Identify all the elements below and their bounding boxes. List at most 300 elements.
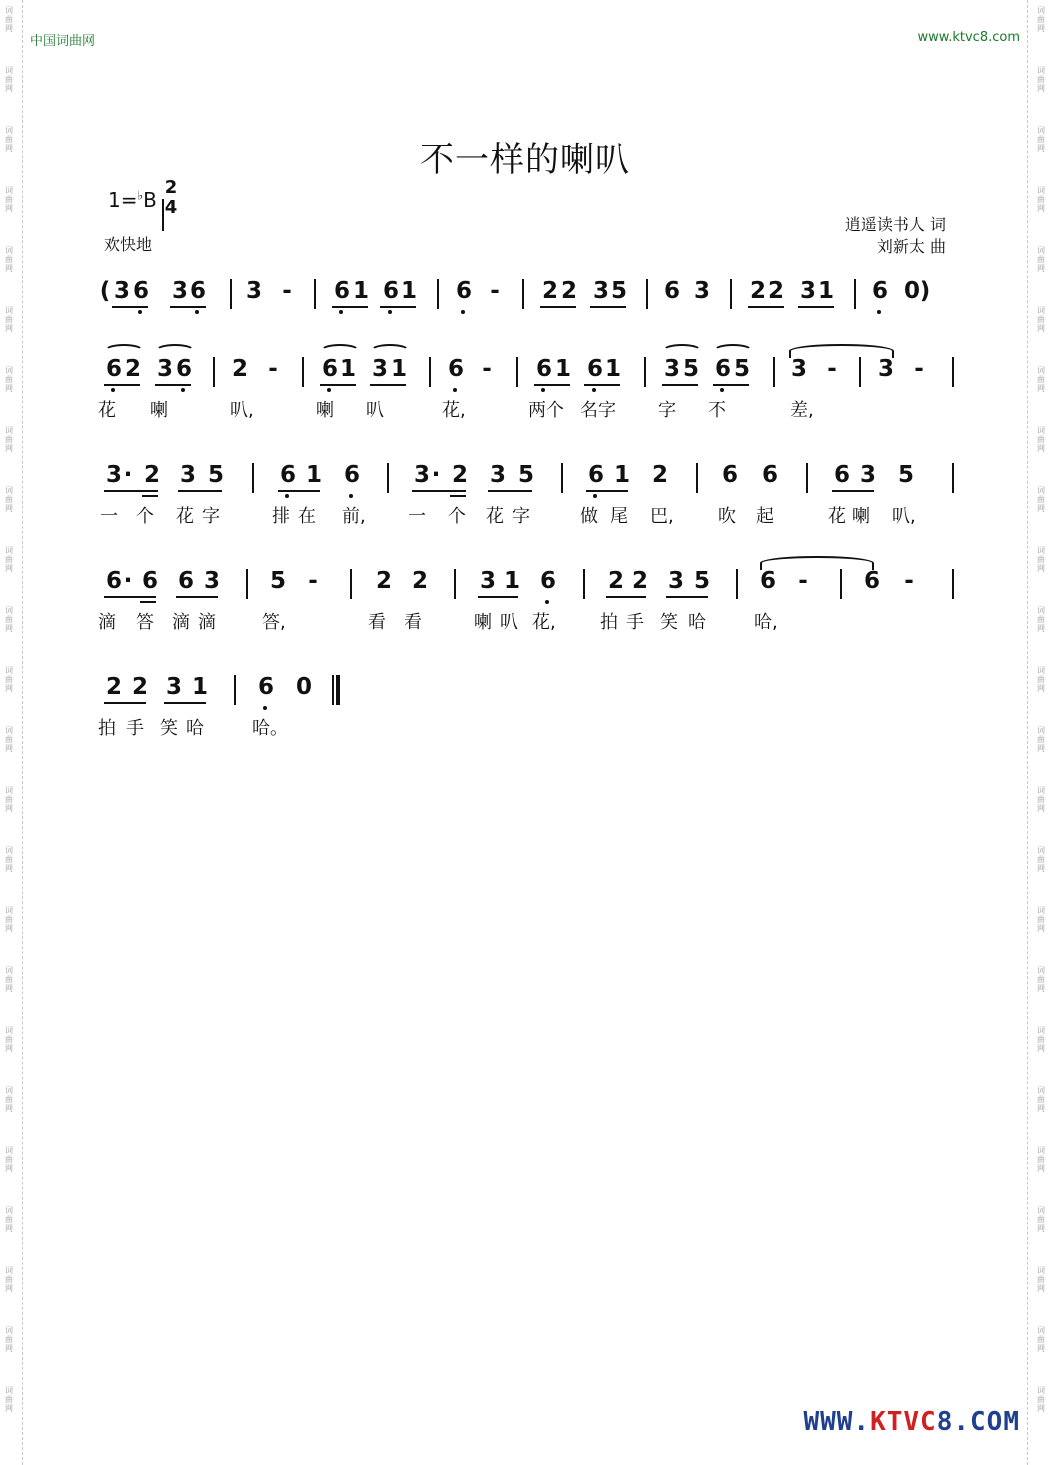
note: 3	[860, 462, 877, 488]
note: 3	[668, 568, 685, 594]
low-octave-dot	[545, 600, 549, 604]
note: 3	[593, 278, 610, 304]
beam	[586, 490, 628, 492]
note: 3	[372, 356, 389, 382]
rail-watermark: 词 曲 网	[5, 546, 13, 573]
barline	[387, 463, 389, 493]
lyric: 差,	[790, 400, 814, 421]
note: 1	[391, 356, 408, 382]
dash: -	[798, 568, 808, 594]
note: 6	[587, 356, 604, 382]
rail-watermark: 词 曲 网	[5, 186, 13, 213]
lyric: 花	[828, 506, 846, 527]
beam	[584, 384, 620, 386]
note: 6	[872, 278, 889, 304]
rail-watermark: 词 曲 网	[5, 366, 13, 393]
right-margin-rail	[1027, 0, 1050, 1465]
low-octave-dot	[195, 310, 199, 314]
beam	[606, 596, 646, 598]
barline	[730, 279, 732, 309]
lyric: 花,	[532, 612, 556, 633]
rail-watermark: 词 曲 网	[1037, 1386, 1045, 1413]
rail-watermark: 词 曲 网	[5, 6, 13, 33]
site-url[interactable]: www.ktvc8.com	[917, 30, 1020, 45]
lyric: 哈。	[252, 718, 288, 739]
rail-watermark: 词 曲 网	[5, 306, 13, 333]
barline	[773, 357, 775, 387]
rail-watermark: 词 曲 网	[1037, 1206, 1045, 1233]
lyric: 叭	[500, 612, 518, 633]
rail-watermark: 词 曲 网	[5, 1206, 13, 1233]
note: 6	[280, 462, 297, 488]
flat-sign: ♭	[137, 188, 144, 203]
beam	[666, 596, 708, 598]
lyric: 起	[756, 506, 774, 527]
rail-watermark: 词 曲 网	[5, 1086, 13, 1113]
lyric: 一	[408, 506, 426, 527]
note: 6	[536, 356, 553, 382]
beam	[164, 702, 206, 704]
note: 1	[192, 674, 209, 700]
note: 1	[306, 462, 323, 488]
barline	[840, 569, 842, 599]
rail-watermark: 词 曲 网	[1037, 606, 1045, 633]
rail-watermark: 词 曲 网	[1037, 366, 1045, 393]
rail-watermark: 词 曲 网	[5, 1266, 13, 1293]
beam	[798, 306, 834, 308]
beam	[540, 306, 576, 308]
note: 3	[480, 568, 497, 594]
tie	[789, 344, 894, 358]
rail-watermark: 词 曲 网	[5, 1386, 13, 1413]
note: 6	[258, 674, 275, 700]
note: 6	[190, 278, 207, 304]
low-octave-dot	[327, 388, 331, 392]
lyric: 吹	[718, 506, 736, 527]
lyric: 尾	[610, 506, 628, 527]
note: 3	[791, 356, 808, 382]
note: 1	[818, 278, 835, 304]
low-octave-dot	[111, 388, 115, 392]
note: 6	[176, 356, 193, 382]
lyric: 拍	[98, 718, 116, 739]
note: 1	[401, 278, 418, 304]
beam	[478, 596, 518, 598]
rail-watermark: 词 曲 网	[1037, 906, 1045, 933]
barline	[522, 279, 524, 309]
note: 6	[722, 462, 739, 488]
note: 3	[694, 278, 711, 304]
lyric: 字	[202, 506, 220, 527]
note: 2	[144, 462, 161, 488]
note: 5	[611, 278, 628, 304]
lyricist-credit: 逍遥读书人 词	[844, 215, 946, 234]
beam	[104, 490, 158, 492]
low-octave-dot	[541, 388, 545, 392]
lyric: 在	[298, 506, 316, 527]
footer-logo-domain: 8.COM	[936, 1407, 1020, 1437]
song-title: 不一样的喇叭	[420, 140, 630, 180]
lyric: 两个	[528, 400, 564, 421]
barline	[437, 279, 439, 309]
time-signature	[162, 178, 180, 218]
note: 5	[694, 568, 711, 594]
lyric: 滴	[98, 612, 116, 633]
tie	[760, 556, 874, 570]
note: 2	[132, 674, 149, 700]
rail-watermark: 词 曲 网	[1037, 966, 1045, 993]
note: 3	[204, 568, 221, 594]
rail-watermark: 词 曲 网	[5, 126, 13, 153]
lyric: 排	[272, 506, 290, 527]
beam	[170, 306, 206, 308]
rail-watermark: 词 曲 网	[5, 966, 13, 993]
lyric: 哈	[186, 718, 204, 739]
note: 3	[800, 278, 817, 304]
slur	[713, 344, 753, 358]
note: 3	[172, 278, 189, 304]
note: 2	[232, 356, 249, 382]
beam	[832, 490, 874, 492]
barline	[252, 463, 254, 493]
lyric: 手	[126, 718, 144, 739]
note: 2	[632, 568, 649, 594]
lyric: 手	[626, 612, 644, 633]
lyric: 喇	[316, 400, 334, 421]
augmentation-dot: ·	[431, 462, 441, 488]
note: 6	[344, 462, 361, 488]
beam	[332, 306, 368, 308]
note: 1	[353, 278, 370, 304]
lyric: 拍	[600, 612, 618, 633]
lyric: 花	[486, 506, 504, 527]
beam	[112, 306, 148, 308]
beam	[412, 490, 466, 492]
beam	[104, 596, 156, 598]
rail-watermark: 词 曲 网	[5, 846, 13, 873]
slur	[320, 344, 360, 358]
low-octave-dot	[181, 388, 185, 392]
rail-watermark: 词 曲 网	[5, 1326, 13, 1353]
note: 1	[555, 356, 572, 382]
lyric: 做	[580, 506, 598, 527]
dash: -	[282, 278, 292, 304]
note: 3	[114, 278, 131, 304]
rail-watermark: 词 曲 网	[1037, 1026, 1045, 1053]
slur	[104, 344, 144, 358]
rail-watermark: 词 曲 网	[1037, 486, 1045, 513]
low-octave-dot	[461, 310, 465, 314]
note: 5	[270, 568, 287, 594]
dash: -	[482, 356, 492, 382]
beam	[178, 490, 222, 492]
note: 2	[452, 462, 469, 488]
rail-watermark: 词 曲 网	[5, 66, 13, 93]
slur	[370, 344, 410, 358]
barline	[350, 569, 352, 599]
dash: -	[308, 568, 318, 594]
augmentation-dot: ·	[123, 568, 133, 594]
note: 1	[605, 356, 622, 382]
barline	[736, 569, 738, 599]
barline	[644, 357, 646, 387]
note: 2	[652, 462, 669, 488]
beam	[278, 490, 320, 492]
rail-watermark: 词 曲 网	[1037, 246, 1045, 273]
lyric: 喇	[474, 612, 492, 633]
barline	[696, 463, 698, 493]
lyric: 看	[368, 612, 386, 633]
barline	[583, 569, 585, 599]
note: 3	[414, 462, 431, 488]
barline	[859, 357, 861, 387]
lyric: 巴,	[650, 506, 674, 527]
rail-watermark: 词 曲 网	[1037, 186, 1045, 213]
note: 5	[208, 462, 225, 488]
rail-watermark: 词 曲 网	[5, 666, 13, 693]
lyric: 花	[176, 506, 194, 527]
low-octave-dot	[453, 388, 457, 392]
lyric: 看	[404, 612, 422, 633]
note: 6	[864, 568, 881, 594]
lyric: 笑	[160, 718, 178, 739]
rail-watermark: 词 曲 网	[5, 246, 13, 273]
lyric: 哈,	[754, 612, 778, 633]
rail-watermark: 词 曲 网	[1037, 306, 1045, 333]
rail-watermark: 词 曲 网	[1037, 786, 1045, 813]
beam-double	[450, 495, 466, 497]
note: 1	[614, 462, 631, 488]
barline	[234, 675, 236, 705]
note: 6	[106, 568, 123, 594]
note: 0	[904, 278, 921, 304]
barline	[854, 279, 856, 309]
lyric: 笑	[660, 612, 678, 633]
rail-watermark: 词 曲 网	[1037, 1326, 1045, 1353]
beam	[590, 306, 626, 308]
barline	[952, 357, 954, 387]
dash: -	[904, 568, 914, 594]
meter-top: 2	[164, 177, 178, 198]
beam	[370, 384, 406, 386]
key-signature	[108, 188, 157, 212]
lyric: 名字	[580, 400, 616, 421]
dash: -	[268, 356, 278, 382]
barline	[952, 569, 954, 599]
lyric: 花	[98, 400, 116, 421]
note: 6	[448, 356, 465, 382]
note: 5	[683, 356, 700, 382]
beam-double	[142, 495, 158, 497]
lyric: 叭	[366, 400, 384, 421]
key-prefix: 1=	[108, 188, 138, 212]
rail-watermark: 词 曲 网	[1037, 66, 1045, 93]
dash: -	[827, 356, 837, 382]
note: 6	[142, 568, 159, 594]
barline	[213, 357, 215, 387]
note: 5	[518, 462, 535, 488]
note: 3	[166, 674, 183, 700]
low-octave-dot	[388, 310, 392, 314]
rail-watermark: 词 曲 网	[1037, 666, 1045, 693]
note: 6	[760, 568, 777, 594]
note: 6	[715, 356, 732, 382]
lyric: 个	[448, 506, 466, 527]
rail-watermark: 词 曲 网	[1037, 726, 1045, 753]
meter-bottom: 4	[164, 197, 178, 218]
beam	[104, 702, 146, 704]
low-octave-dot	[138, 310, 142, 314]
beam	[713, 384, 749, 386]
low-octave-dot	[877, 310, 881, 314]
rail-watermark: 词 曲 网	[1037, 6, 1045, 33]
low-octave-dot	[285, 494, 289, 498]
augmentation-dot: ·	[123, 462, 133, 488]
lyric: 哈	[688, 612, 706, 633]
footer-logo-www: WWW.	[803, 1407, 871, 1437]
rail-watermark: 词 曲 网	[5, 486, 13, 513]
barline	[806, 463, 808, 493]
note: 6	[322, 356, 339, 382]
note: 6	[334, 278, 351, 304]
note: 3	[180, 462, 197, 488]
rail-watermark: 词 曲 网	[5, 786, 13, 813]
rail-watermark: 词 曲 网	[5, 606, 13, 633]
lyric: 字	[512, 506, 530, 527]
note: 1	[504, 568, 521, 594]
note: 6	[133, 278, 150, 304]
low-octave-dot	[349, 494, 353, 498]
beam	[662, 384, 698, 386]
lyric: 一	[100, 506, 118, 527]
note: 1	[340, 356, 357, 382]
rail-watermark: 词 曲 网	[5, 726, 13, 753]
note: 2	[561, 278, 578, 304]
rail-watermark: 词 曲 网	[1037, 126, 1045, 153]
beam-double	[140, 601, 156, 603]
bracket: (	[99, 278, 111, 304]
note: 6	[762, 462, 779, 488]
note: 2	[750, 278, 767, 304]
key-note: B	[143, 188, 157, 212]
barline	[302, 357, 304, 387]
barline	[230, 279, 232, 309]
low-octave-dot	[720, 388, 724, 392]
lyric: 喇	[150, 400, 168, 421]
beam	[380, 306, 416, 308]
footer-logo[interactable]	[803, 1407, 1020, 1437]
note: 6	[106, 356, 123, 382]
low-octave-dot	[263, 706, 267, 710]
barline	[561, 463, 563, 493]
note: 3	[246, 278, 263, 304]
lyric: 个	[136, 506, 154, 527]
meter-divider	[162, 199, 164, 231]
lyric: 喇	[852, 506, 870, 527]
barline	[516, 357, 518, 387]
beam	[488, 490, 532, 492]
beam	[748, 306, 784, 308]
note: 6	[456, 278, 473, 304]
barline	[454, 569, 456, 599]
note: 2	[542, 278, 559, 304]
note: 6	[540, 568, 557, 594]
note: 6	[834, 462, 851, 488]
lyric: 叭,	[230, 400, 254, 421]
rail-watermark: 词 曲 网	[5, 906, 13, 933]
low-octave-dot	[593, 494, 597, 498]
rail-watermark: 词 曲 网	[1037, 1086, 1045, 1113]
note: 3	[157, 356, 174, 382]
note: 5	[734, 356, 751, 382]
note: 6	[588, 462, 605, 488]
note: 6	[178, 568, 195, 594]
note: 0	[296, 674, 313, 700]
rail-watermark: 词 曲 网	[1037, 846, 1045, 873]
rail-watermark: 词 曲 网	[5, 426, 13, 453]
barline	[646, 279, 648, 309]
note: 2	[106, 674, 123, 700]
low-octave-dot	[592, 388, 596, 392]
rail-watermark: 词 曲 网	[1037, 1266, 1045, 1293]
lyric: 答	[136, 612, 154, 633]
lyric: 前,	[342, 506, 366, 527]
bracket: )	[919, 278, 931, 304]
barline	[246, 569, 248, 599]
beam	[155, 384, 191, 386]
note: 3	[106, 462, 123, 488]
note: 5	[898, 462, 915, 488]
note: 3	[490, 462, 507, 488]
low-octave-dot	[339, 310, 343, 314]
lyric: 字	[658, 400, 676, 421]
rail-watermark: 词 曲 网	[1037, 1146, 1045, 1173]
beam	[320, 384, 356, 386]
note: 6	[664, 278, 681, 304]
note: 2	[125, 356, 142, 382]
site-name[interactable]: 中国词曲网	[30, 34, 96, 49]
composer-credit: 刘新太 曲	[876, 237, 946, 256]
beam	[176, 596, 218, 598]
note: 3	[878, 356, 895, 382]
rail-watermark: 词 曲 网	[5, 1146, 13, 1173]
note: 2	[376, 568, 393, 594]
final-barline-thick	[336, 675, 340, 705]
rail-watermark: 词 曲 网	[1037, 426, 1045, 453]
beam	[104, 384, 140, 386]
lyric: 答,	[262, 612, 286, 633]
note: 6	[383, 278, 400, 304]
dash: -	[914, 356, 924, 382]
beam	[534, 384, 570, 386]
slur	[662, 344, 702, 358]
lyric: 滴	[172, 612, 190, 633]
note: 2	[768, 278, 785, 304]
lyric: 不	[708, 400, 726, 421]
note: 3	[664, 356, 681, 382]
slur	[155, 344, 195, 358]
lyric: 叭,	[892, 506, 916, 527]
rail-watermark: 词 曲 网	[1037, 546, 1045, 573]
barline	[429, 357, 431, 387]
dash: -	[490, 278, 500, 304]
footer-logo-ktvc: KTVC	[870, 1407, 937, 1437]
note: 2	[608, 568, 625, 594]
tempo-marking: 欢快地	[104, 235, 153, 254]
left-margin-rail	[0, 0, 23, 1465]
note: 2	[412, 568, 429, 594]
barline	[314, 279, 316, 309]
